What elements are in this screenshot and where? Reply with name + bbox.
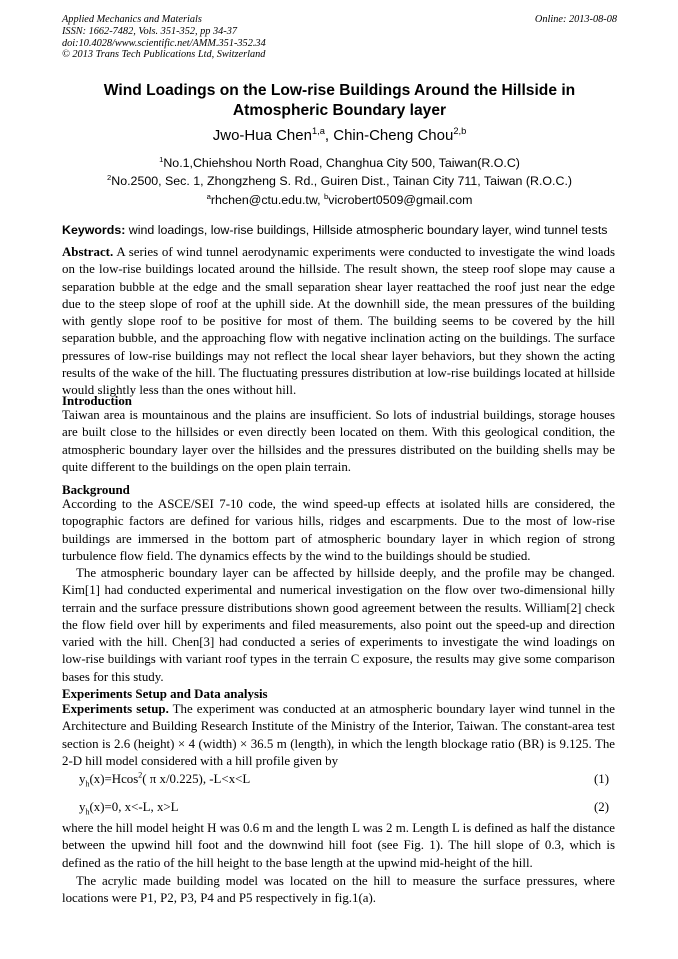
- author-list: [62, 126, 617, 146]
- eq2-y: y: [79, 800, 86, 814]
- eq2-sub: h: [85, 807, 90, 817]
- copyright-line: © 2013 Trans Tech Publications Ltd, Switzerland: [62, 49, 266, 61]
- equation-2: [79, 799, 615, 815]
- doi-line: doi:10.4028/www.scientific.net/AMM.351-352.34: [62, 37, 266, 49]
- eq1-part-b: ( π x/0.225), -L<x<L: [142, 772, 251, 786]
- experiments-setup-text: The experiment was conducted at an atmospheric boundary layer wind tunnel in the Architecture and Building Research Institute of the Ministry of the Interior, Taiwan. The constant-area test section is 2.6 (height) × 4 (width) × 36.5 m (length), in which the length blockage ratio (BR) is 9.125. The 2-D hill model considered with a hill profile given by: [62, 702, 615, 768]
- abstract-text: A series of wind tunnel aerodynamic experiments were conducted to investigate the wind loads on the low-rise buildings located around the hillside. The result shown, the steep roof slope may cause a separation bubble at the edge and the small separation shear layer reattached the roof just near the edge due to the steep slope of roof at the uphill side. At the downhill side, the mean pressures of the building with gently slope roof to be positive for most of them. The building seems to be covered by the hill separation bubble, and the approaching flow with negative inclination acting on the buildings. The surface pressures of low-rise buildings may not reflect the local shear layer behaviors, but they shown the acting results of the wake of the hill. The fluctuating pressures distribution at low-rise buildings located at hillside would slightly less than the ones without hill.: [62, 245, 615, 398]
- background-paragraph-1: According to the ASCE/SEI 7-10 code, the wind speed-up effects at isolated hills are considered, the topographic factors are defined for various hills, ridges and escarpments. Due to the most of low-rise buildings are immersed in the bottom part of atmospheric boundary layer in which region of strong turbulence flow field. The dynamics effects by the wind to the buildings should be studied.: [62, 497, 615, 563]
- author-2-sup: 2,b: [453, 126, 467, 136]
- issn-line: ISSN: 1662-7482, Vols. 351-352, pp 34-37: [62, 25, 238, 37]
- building-model-paragraph: The acrylic made building model was located on the hill to measure the surface pressures, where locations were P1, P2, P3, P4 and P5 respectively in fig.1(a).: [62, 874, 615, 906]
- introduction-heading: Introduction: [62, 394, 132, 408]
- author-1-sup: 1,a: [311, 126, 325, 136]
- email-b-sup: b: [324, 191, 329, 201]
- keywords-label: Keywords:: [62, 223, 126, 237]
- eq1-sub: h: [85, 779, 90, 789]
- email-b: vicrobert0509@gmail.com: [328, 193, 473, 207]
- keywords: [62, 223, 617, 238]
- equation-1: [79, 771, 615, 787]
- online-date: Online: 2013-08-08: [534, 14, 617, 25]
- background-paragraph-2: The atmospheric boundary layer can be affected by hillside deeply, and the profile may be changed. Kim[1] had conducted experimental and numerical investigation on the flow over two-dimensional hilly terrain and the surface pressure distributions shown good agreement between the results. William[2] check the flow field over hill by experiments and filed measurements, also point out the speed-up and direction varied with the hill. Chen[3] had conducted a series of experiments to investigate the wind loadings on low-rise buildings with variant roof types in the terrain C exposure, the results may give some comparison bases for this study.: [62, 566, 615, 684]
- affiliation-1: [62, 156, 617, 171]
- equation-1-number: (1): [593, 772, 609, 786]
- equation-2-number: (2): [593, 800, 609, 814]
- affiliation-2-text: No.2500, Sec. 1, Zhongzheng S. Rd., Guiren Dist., Tainan City 711, Taiwan (R.O.C.): [111, 174, 573, 188]
- journal-header: [62, 14, 617, 61]
- eq2-part-a: (x)=0, x<-L, x>L: [89, 800, 179, 814]
- affiliation-2: [62, 174, 617, 189]
- affiliation-1-sup: 1: [159, 154, 164, 164]
- title-line-2: Atmospheric Boundary layer: [232, 102, 447, 119]
- hill-definition-paragraph: where the hill model height H was 0.6 m and the length L was 2 m. Length L is defined as half the distance between the upwind hill foot and the downwind hill foot (see Fig. 1). The hill slope of 0.3, which is defined as the ratio of the hill height to the base length at the upwind mid-height of the hill.: [62, 821, 615, 870]
- eq1-sup: 2: [138, 770, 143, 780]
- affiliation-2-sup: 2: [106, 172, 112, 182]
- affiliation-1-text: No.1,Chiehshou North Road, Changhua City 500, Taiwan(R.O.C): [163, 156, 520, 170]
- author-1-name: Jwo-Hua Chen: [212, 127, 312, 144]
- title-line-1: Wind Loadings on the Low-rise Buildings Around the Hillside in: [103, 82, 576, 99]
- experiments-setup-label: Experiments setup.: [62, 702, 169, 716]
- email-a: rhchen@ctu.edu.tw,: [210, 193, 325, 207]
- eq1-y: y: [79, 772, 86, 786]
- keywords-text: wind loadings, low-rise buildings, Hillside atmospheric boundary layer, wind tunnel tests: [125, 223, 608, 237]
- author-separator: ,: [324, 127, 334, 144]
- email-a-sup: a: [206, 191, 211, 201]
- background-heading: Background: [62, 483, 130, 497]
- journal-name: Applied Mechanics and Materials: [62, 14, 202, 25]
- experiments-paragraph: [62, 701, 615, 770]
- experiments-heading: Experiments Setup and Data analysis: [62, 687, 268, 701]
- abstract-label: Abstract.: [62, 245, 114, 259]
- eq1-part-a: (x)=Hcos: [89, 772, 139, 786]
- paper-title: [62, 81, 617, 121]
- abstract: [62, 244, 615, 400]
- author-2-name: Chin-Cheng Chou: [333, 127, 454, 144]
- author-emails: [62, 193, 617, 208]
- introduction-paragraph: Taiwan area is mountainous and the plains are insufficient. So lots of industrial buildings, storage houses are built close to the hillsides or even directly been located on them. With this geological condition, the atmospheric boundary layer over the hillsides and the pressures distributed on the building shells may be quite different to the buildings on the open plain terrain.: [62, 408, 615, 474]
